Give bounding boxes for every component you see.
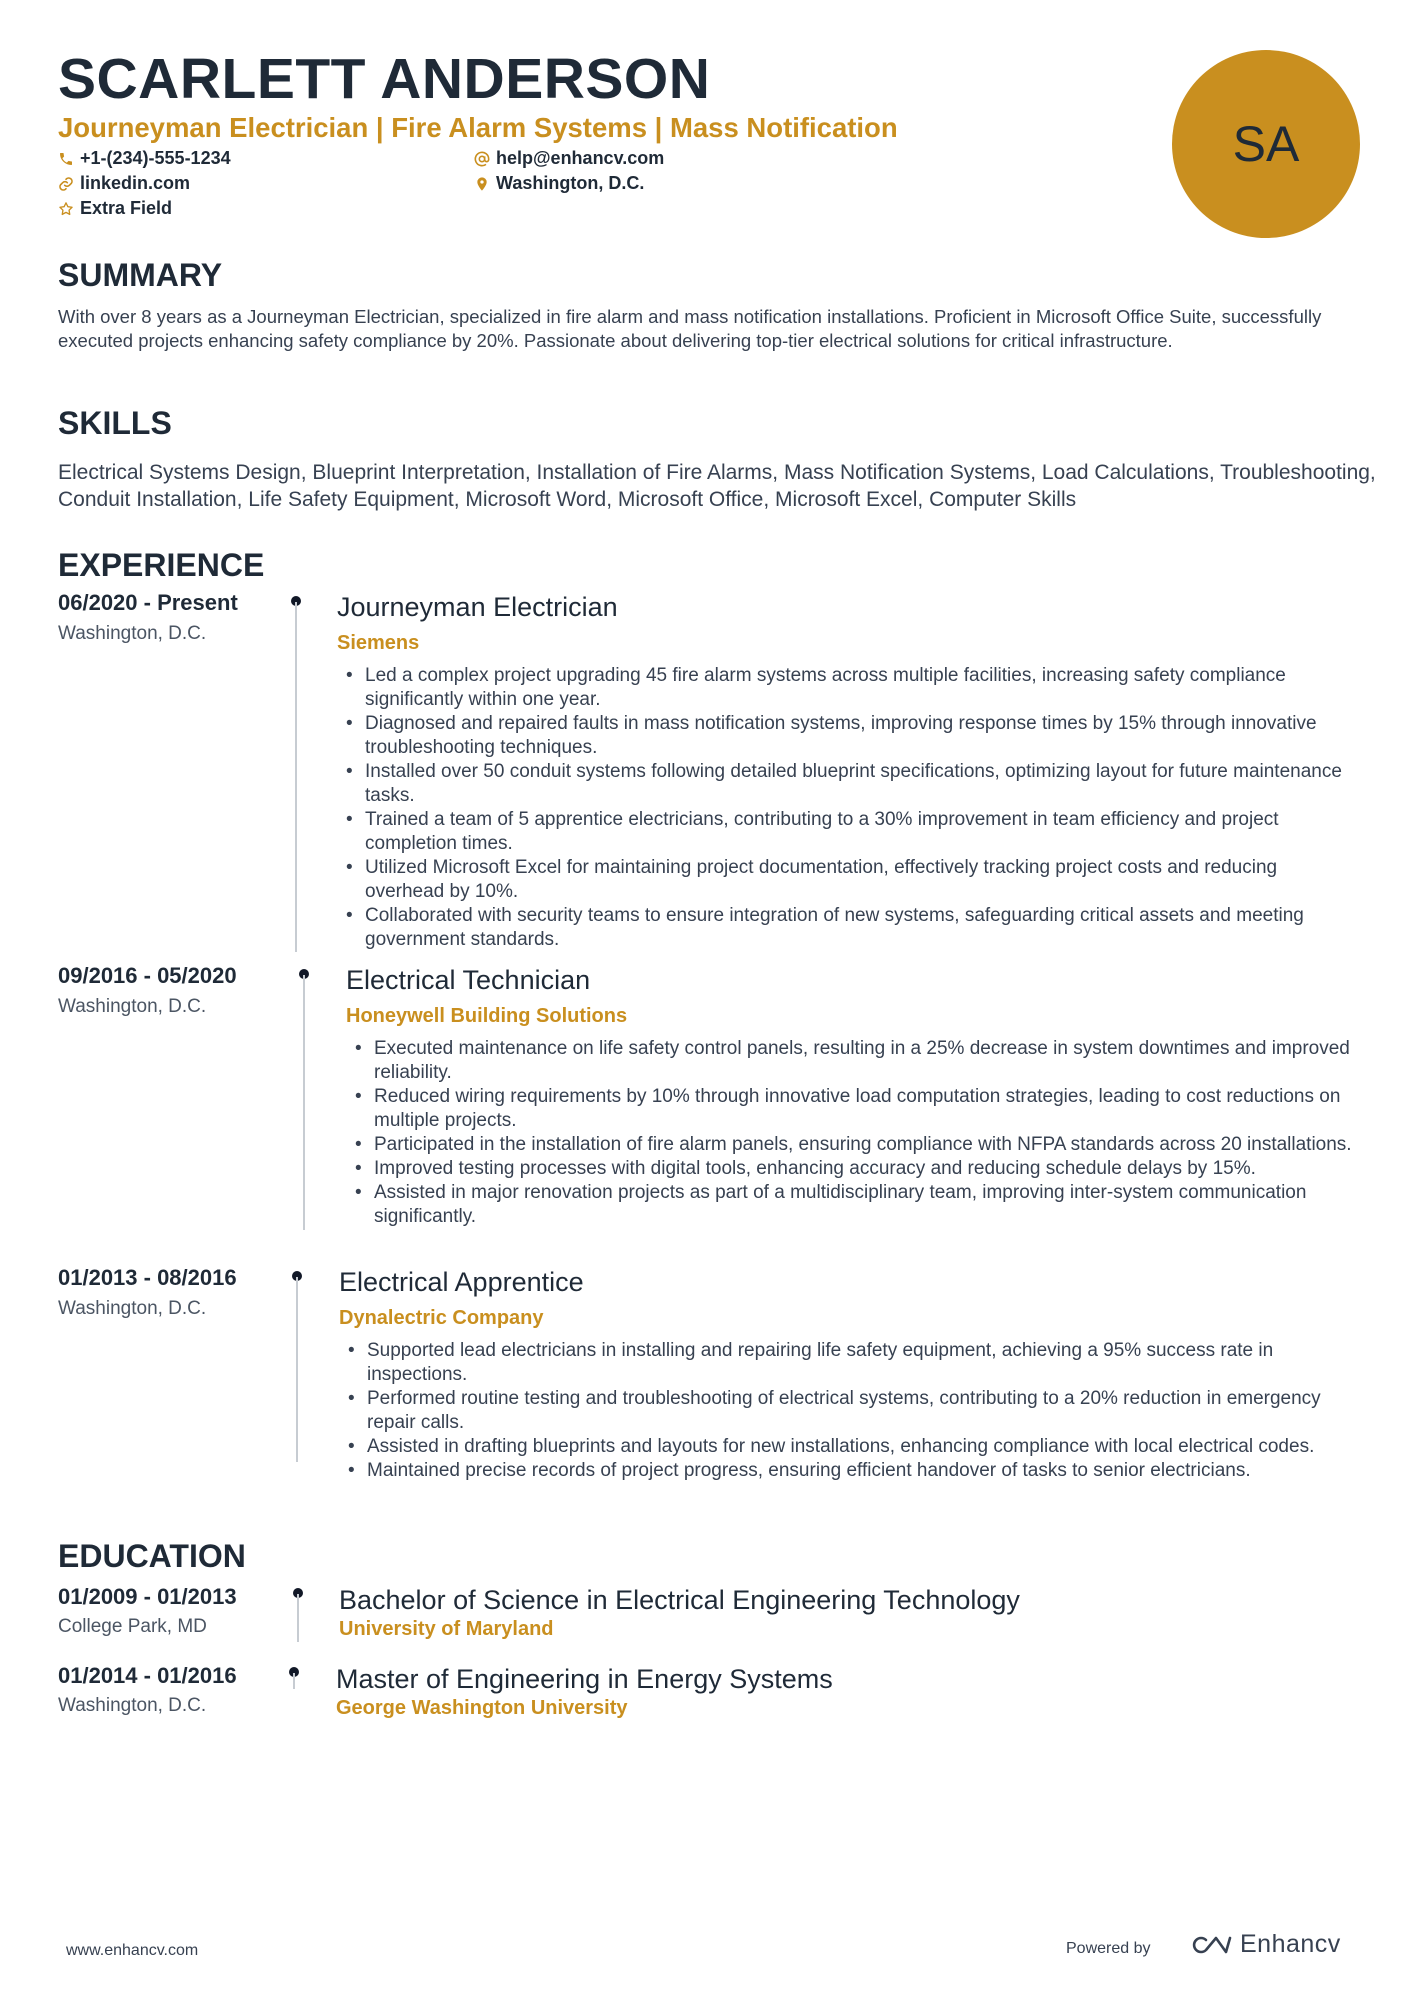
list-item: • Assisted in drafting blueprints and layouts for new installations, enhancing compliance with local electrical codes. [339, 1435, 1359, 1459]
experience-role: Electrical Technician [346, 965, 591, 995]
education-degree: Bachelor of Science in Electrical Engineering Technology [339, 1585, 1020, 1615]
phone-icon [58, 151, 80, 167]
list-item: • Diagnosed and repaired faults in mass notification systems, improving response times by 15% through innovative troubleshooting techniques. [337, 712, 1357, 760]
list-item: • Reduced wiring requirements by 10% through innovative load computation strategies, leading to cost reductions on multiple projects. [346, 1085, 1366, 1133]
footer-powered-by: Powered by [1066, 1940, 1151, 1957]
timeline-line [295, 602, 297, 952]
list-item: • Supported lead electricians in installing and repairing life safety equipment, achieving a 95% success rate in inspections. [339, 1339, 1359, 1387]
contact-linkedin[interactable] [58, 173, 190, 194]
list-item: • Improved testing processes with digital tools, enhancing accuracy and reducing schedule delays by 15%. [346, 1157, 1366, 1181]
experience-role: Journeyman Electrician [337, 592, 618, 622]
contact-phone-text: +1-(234)-555-1234 [80, 148, 231, 168]
contact-extra-text: Extra Field [80, 198, 173, 218]
star-icon [58, 201, 80, 217]
experience-company: Honeywell Building Solutions [346, 1005, 628, 1027]
timeline-line [293, 1673, 295, 1689]
contact-extra [58, 198, 172, 219]
experience-bullets [339, 1339, 1359, 1483]
education-school: University of Maryland [339, 1618, 554, 1640]
summary-text: With over 8 years as a Journeyman Electrician, specialized in fire alarm and mass notification installations. Proficient in Microsoft Office Suite, successfully executed projects enhancing safety compliance by 20%. Passionate about delivering top-tier electrical solutions for critical infrastructure. [58, 306, 1322, 351]
timeline-line [297, 1594, 299, 1642]
contact-phone[interactable] [58, 148, 231, 169]
contact-location [474, 173, 644, 194]
experience-location: Washington, D.C. [58, 1298, 207, 1319]
list-item: • Collaborated with security teams to ensure integration of new systems, safeguarding critical assets and meeting government standards. [337, 904, 1357, 952]
experience-location: Washington, D.C. [58, 996, 207, 1017]
avatar [1172, 50, 1360, 238]
experience-bullets [337, 664, 1357, 952]
experience-bullets [346, 1037, 1366, 1229]
list-item: • Utilized Microsoft Excel for maintaining project documentation, effectively tracking project costs and reducing overhead by 10%. [337, 856, 1357, 904]
list-item: • Performed routine testing and troubleshooting of electrical systems, contributing to a 20% reduction in emergency repair calls. [339, 1387, 1359, 1435]
experience-title: EXPERIENCE [58, 547, 265, 583]
experience-role: Electrical Apprentice [339, 1267, 584, 1297]
contact-location-text: Washington, D.C. [496, 173, 645, 193]
contact-linkedin-text: linkedin.com [80, 173, 191, 193]
footer-url[interactable]: www.enhancv.com [66, 1942, 199, 1959]
timeline-line [303, 975, 305, 1230]
footer-brand: Enhancv [1240, 1930, 1341, 1958]
timeline-line [296, 1277, 298, 1462]
education-date: 01/2009 - 01/2013 [58, 1584, 237, 1609]
contact-email[interactable] [474, 148, 664, 169]
candidate-name: SCARLETT ANDERSON [58, 47, 711, 111]
experience-date: 01/2013 - 08/2016 [58, 1265, 237, 1290]
avatar-initials: SA [1232, 116, 1300, 172]
at-icon [474, 151, 496, 167]
summary-title: SUMMARY [58, 257, 223, 293]
skills-text: Electrical Systems Design, Blueprint Interpretation, Installation of Fire Alarms, Mass Notification Systems, Load Calculations, Troubleshooting, Conduit Installation, Life Safety Equipment, Microsoft Word, Microsoft Office, Microsoft Excel, Computer Skills [58, 461, 1376, 511]
list-item: • Executed maintenance on life safety control panels, resulting in a 25% decrease in system downtimes and improved reliability. [346, 1037, 1366, 1085]
list-item: • Assisted in major renovation projects as part of a multidisciplinary team, improving inter-system communication significantly. [346, 1181, 1366, 1229]
education-degree: Master of Engineering in Energy Systems [336, 1664, 833, 1694]
enhancv-logo-icon [1186, 1931, 1232, 1959]
contact-email-text: help@enhancv.com [496, 148, 665, 168]
location-pin-icon [474, 176, 496, 192]
education-title: EDUCATION [58, 1538, 246, 1574]
education-location: Washington, D.C. [58, 1695, 207, 1716]
candidate-headline: Journeyman Electrician | Fire Alarm Systems | Mass Notification [58, 112, 898, 143]
link-icon [58, 176, 80, 192]
enhancv-logo[interactable] [1186, 1930, 1341, 1959]
experience-company: Dynalectric Company [339, 1307, 544, 1329]
list-item: • Installed over 50 conduit systems following detailed blueprint specifications, optimizing layout for future maintenance tasks. [337, 760, 1357, 808]
list-item: • Trained a team of 5 apprentice electricians, contributing to a 30% improvement in team efficiency and project completion times. [337, 808, 1357, 856]
experience-date: 09/2016 - 05/2020 [58, 963, 237, 988]
education-location: College Park, MD [58, 1616, 207, 1637]
experience-company: Siemens [337, 632, 420, 654]
skills-title: SKILLS [58, 405, 172, 441]
education-date: 01/2014 - 01/2016 [58, 1663, 237, 1688]
education-school: George Washington University [336, 1697, 628, 1719]
list-item: • Participated in the installation of fire alarm panels, ensuring compliance with NFPA standards across 20 installations. [346, 1133, 1366, 1157]
experience-location: Washington, D.C. [58, 623, 207, 644]
experience-date: 06/2020 - Present [58, 590, 238, 615]
list-item: • Led a complex project upgrading 45 fire alarm systems across multiple facilities, increasing safety compliance significantly within one year. [337, 664, 1357, 712]
list-item: • Maintained precise records of project progress, ensuring efficient handover of tasks to senior electricians. [339, 1459, 1359, 1483]
